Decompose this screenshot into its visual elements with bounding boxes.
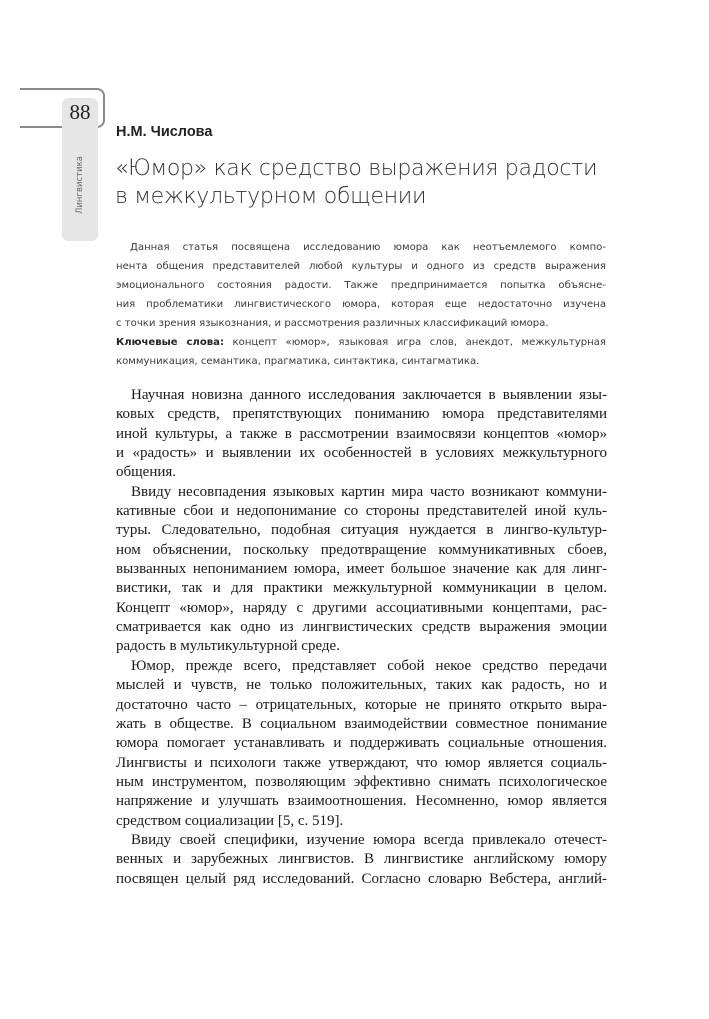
- author-name: Н.М. Числова: [116, 124, 213, 140]
- body-line: иной культуры, а также в рассмотрении взаимосвязи концептов «юмор»: [116, 425, 607, 442]
- paragraph: [116, 831, 607, 889]
- keywords-label: Ключевые слова:: [116, 337, 224, 348]
- abstract-line: ния проблематики лингвистического юмора, которая еще недостаточно изучена: [116, 299, 606, 310]
- paragraph: [116, 483, 607, 657]
- body-line: посвящен целый ряд исследований. Согласно словарю Вебстера, англий-: [116, 870, 607, 887]
- body-line: кативные сбои и недопонимание со стороны представителей иной куль-: [116, 503, 607, 520]
- paragraph: [116, 657, 607, 831]
- paragraph: [116, 386, 607, 483]
- abstract-line: эмоционального состояния радости. Также предпринимается попытка объясне-: [116, 280, 606, 291]
- title-line: «Юмор» как средство выражения радости: [115, 156, 598, 181]
- body-line: вистики, так и для практики межкультурной коммуникации в целом.: [116, 580, 607, 597]
- body-line: венных и зарубежных лингвистов. В лингвистике английскому юмору: [116, 851, 607, 868]
- section-label: Лингвистика: [75, 156, 85, 214]
- body-line: юмора помогает устанавливать и поддерживать социальные отношения.: [116, 735, 607, 752]
- body-line: вызванных непониманием юмора, имеет большое значение как для линг-: [116, 561, 607, 578]
- abstract-line: нента общения представителей любой культуры и одного из средств выражения: [116, 261, 606, 272]
- body-line: Ввиду своей специфики, изучение юмора всегда привлекало отечест-: [131, 831, 607, 848]
- body-line: ном объяснении, поскольку предотвращение коммуникативных сбоев,: [116, 541, 607, 558]
- body-text: [116, 386, 607, 889]
- body-line: Концепт «юмор», наряду с другими ассоциативными концептами, рас-: [116, 599, 607, 616]
- abstract-line: с точки зрения языкознания, и рассмотрения различных классификаций юмора.: [116, 318, 549, 329]
- keywords-line: [116, 333, 606, 352]
- body-line: Ввиду несовпадения языковых картин мира часто возникают коммуни-: [131, 483, 607, 500]
- body-line: общения.: [116, 464, 177, 481]
- body-line: мыслей и чувств, не только положительных, таких как радость, но и: [116, 677, 607, 694]
- body-line: ковых средств, препятствующих пониманию юмора представителями: [116, 406, 607, 423]
- body-line: достаточно часто – отрицательных, которые не принято открыто выра-: [116, 696, 607, 713]
- page-number: 88: [69, 100, 91, 124]
- body-line: Юмор, прежде всего, представляет собой некое средство передачи: [131, 657, 607, 674]
- body-line: сматривается как одно из лингвистических средств выражения эмоции: [116, 619, 607, 636]
- body-line: ным инструментом, позволяющим эффективно снимать психологическое: [116, 773, 607, 790]
- abstract: [116, 238, 606, 371]
- body-line: туры. Следовательно, подобная ситуация нуждается в лингво-культур-: [116, 522, 607, 539]
- body-line: жать в обществе. В социальном взаимодействии совместное понимание: [116, 715, 607, 732]
- body-line: Лингвисты и психологи также утверждают, что юмор является социаль-: [116, 754, 607, 771]
- body-line: средством социализации [5, с. 519].: [116, 812, 344, 829]
- keywords-text: концепт «юмор», языковая игра слов, анекдот, межкультурная: [224, 337, 606, 348]
- body-line: Научная новизна данного исследования заключается в выявлении язы-: [131, 387, 607, 403]
- body-line: напряжение и улучшать взаимоотношения. Несомненно, юмор является: [116, 793, 607, 810]
- keywords-line: коммуникация, семантика, прагматика, синтактика, синтагматика.: [116, 356, 480, 367]
- abstract-line: Данная статья посвящена исследованию юмора как неотъемлемого компо-: [130, 242, 606, 253]
- body-line: радость в мультикультурной среде.: [116, 638, 340, 655]
- body-line: и «радость» и выявлении их особенностей в условиях межкультурного: [116, 445, 607, 462]
- article-title: [115, 155, 615, 211]
- title-line: в межкультурном общении: [115, 184, 427, 209]
